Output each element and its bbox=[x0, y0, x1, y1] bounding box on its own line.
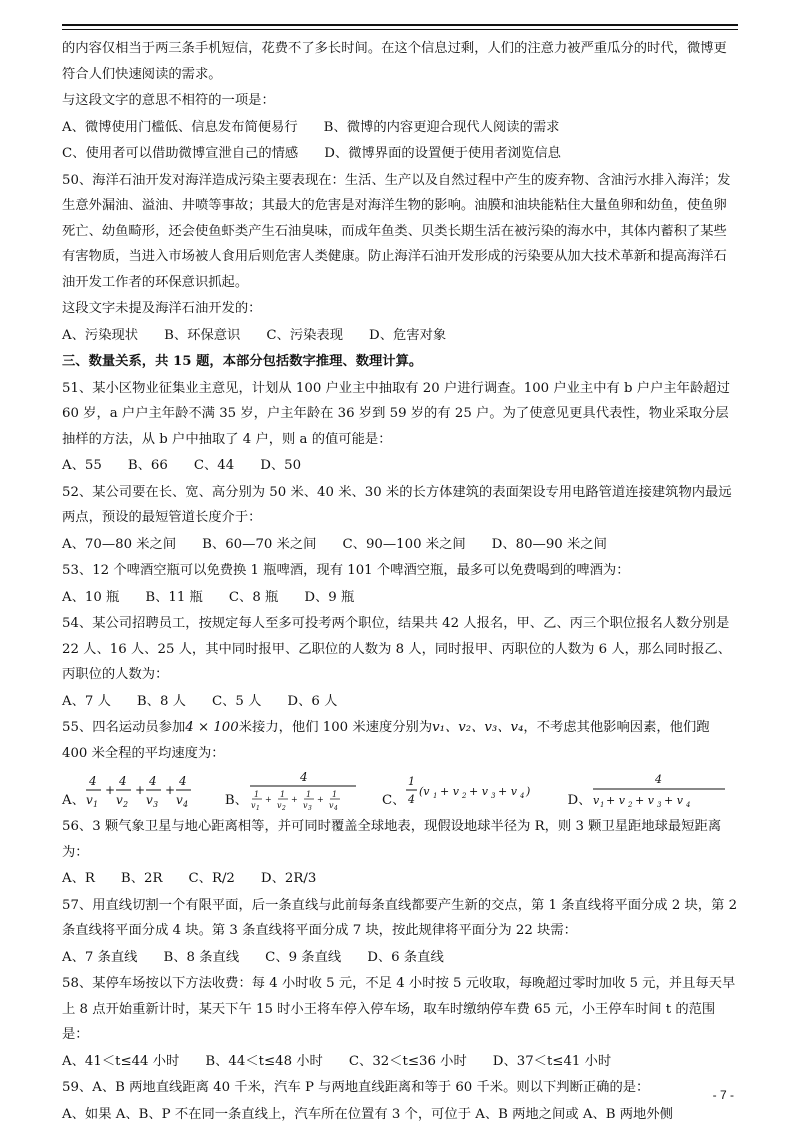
q52-option-d: D、80—90 米之间 bbox=[491, 536, 607, 552]
header-rule-thin bbox=[62, 29, 738, 30]
q54-option-d: D、6 人 bbox=[287, 693, 338, 709]
q51-option-c: C、44 bbox=[193, 458, 235, 473]
svg-text:3: 3 bbox=[491, 792, 496, 800]
q49-option-d: D、微博界面的设置便于使用者浏览信息 bbox=[324, 146, 561, 161]
svg-text:v: v bbox=[302, 801, 308, 810]
q51-option-d: D、50 bbox=[260, 458, 302, 473]
q49-option-a: A、微博使用门槛低、信息发布简便易行 bbox=[62, 119, 298, 135]
q50-option-d: D、危害对象 bbox=[369, 327, 447, 343]
q55-option-a bbox=[62, 769, 203, 813]
page-content bbox=[62, 36, 738, 1128]
q56-option-d: D、2R/3 bbox=[260, 871, 317, 886]
q57-option-d: D、6 条直线 bbox=[367, 949, 444, 965]
q57-option-c: C、9 条直线 bbox=[265, 949, 342, 965]
svg-text:1: 1 bbox=[331, 790, 338, 799]
q58-option-a: A、41＜t≤44 小时 bbox=[62, 1053, 180, 1069]
q52-option-a: A、70—80 米之间 bbox=[62, 536, 177, 552]
q55-math-relay: 4 × 100 bbox=[185, 720, 239, 735]
svg-text:+: + bbox=[290, 795, 298, 804]
q56-text: 56、3 颗气象卫星与地心距离相等，并可同时覆盖全球地表，现假设地球半径为 R，则 3 颗卫星距地球最短距离为： bbox=[62, 819, 722, 860]
svg-text:v: v bbox=[115, 793, 123, 807]
q55-option-c bbox=[382, 769, 545, 813]
q52-options bbox=[62, 532, 738, 558]
svg-text:v: v bbox=[593, 794, 600, 807]
q50-option-c: C、污染表现 bbox=[266, 327, 344, 343]
q49-stem: 与这段文字的意思不相符的一项是： bbox=[62, 93, 275, 108]
q49-option-c: C、使用者可以借助微博宣泄自己的情感 bbox=[62, 146, 299, 161]
svg-text:v: v bbox=[145, 793, 153, 807]
page-number: - 7 - bbox=[712, 1088, 734, 1102]
q56-option-b: B、2R bbox=[120, 871, 163, 886]
q50-stem: 这段文字未提及海洋石油开发的： bbox=[62, 301, 262, 316]
svg-text:v: v bbox=[85, 793, 93, 807]
svg-text:+ v: + v bbox=[498, 785, 518, 798]
svg-text:1: 1 bbox=[408, 775, 416, 788]
svg-text:v: v bbox=[175, 793, 183, 807]
q54-option-a: A、7 人 bbox=[62, 693, 111, 709]
svg-text:4: 4 bbox=[148, 774, 157, 788]
q58-option-c: C、32＜t≤36 小时 bbox=[348, 1053, 467, 1069]
svg-text:3: 3 bbox=[152, 800, 158, 809]
q50-options bbox=[62, 323, 738, 349]
q49-options-cd bbox=[62, 141, 738, 167]
svg-text:1: 1 bbox=[92, 800, 98, 809]
svg-text:4: 4 bbox=[178, 774, 187, 788]
q59-option-a: A、如果 A、B、P 不在同一条直线上，汽车所在位置有 3 个，可位于 A、B 两地之间或 A、B 两地外侧 bbox=[62, 1106, 673, 1122]
q56-option-a: A、R bbox=[62, 871, 95, 886]
svg-text:+: + bbox=[316, 795, 324, 804]
q51-options bbox=[62, 453, 738, 479]
q55-velocity-vars: v₁、v₂、v₃、v₄ bbox=[432, 720, 524, 735]
q50-option-b: B、环保意识 bbox=[164, 327, 241, 343]
svg-text:4: 4 bbox=[408, 793, 416, 806]
q55-text bbox=[62, 715, 738, 766]
svg-text:1: 1 bbox=[255, 805, 260, 812]
q49-option-b: B、微博的内容更迎合现代人阅读的需求 bbox=[323, 119, 560, 135]
q55-formula-b bbox=[248, 769, 360, 813]
q58-option-d: D、37＜t≤41 小时 bbox=[492, 1053, 612, 1069]
q56-option-c: C、R/2 bbox=[188, 871, 235, 886]
q55-part3: ，不考虑其他影响因素，他们跑 400 米全程的平均速度为： bbox=[62, 720, 710, 761]
svg-text:2: 2 bbox=[122, 800, 128, 809]
q53-option-b: B、11 瓶 bbox=[145, 589, 203, 605]
q52-option-b: B、60—70 米之间 bbox=[202, 536, 317, 552]
svg-text:+ v: + v bbox=[635, 794, 655, 807]
q58-options bbox=[62, 1049, 738, 1075]
svg-text:+ v: + v bbox=[606, 794, 626, 807]
svg-text:(v: (v bbox=[419, 785, 430, 798]
q51-option-a: A、55 bbox=[62, 458, 102, 473]
svg-text:v: v bbox=[250, 801, 256, 810]
q57-option-b: B、8 条直线 bbox=[163, 949, 240, 965]
svg-text:1: 1 bbox=[433, 792, 438, 800]
svg-text:v: v bbox=[328, 801, 334, 810]
q52-text: 52、某公司要在长、宽、高分别为 50 米、40 米、30 米的长方体建筑的表面架设专用电路管道连接建筑物内最远两点，预设的最短管道长度介于： bbox=[62, 484, 732, 525]
q55-option-d-label: D、 bbox=[567, 792, 592, 808]
svg-text:4: 4 bbox=[686, 801, 691, 809]
svg-text:4: 4 bbox=[333, 805, 338, 812]
q54-option-b: B、8 人 bbox=[136, 693, 186, 709]
q55-formula-c bbox=[405, 769, 545, 813]
q54-option-c: C、5 人 bbox=[211, 693, 262, 709]
svg-text:4: 4 bbox=[299, 770, 308, 784]
q50-option-a: A、污染现状 bbox=[62, 327, 139, 343]
svg-text:+: + bbox=[264, 795, 272, 804]
q55-part1: 55、四名运动员参加 bbox=[62, 720, 186, 735]
svg-text:): ) bbox=[526, 785, 531, 798]
q57-text: 57、用直线切割一个有限平面，后一条直线与此前每条直线都要产生新的交点，第 1 条直线将平面分成 2 块，第 2 条直线将平面分成 4 块。第 3 条直线将平面分成 7 块，按此规律将平面分为 22 块需： bbox=[62, 897, 738, 938]
q57-options bbox=[62, 945, 738, 971]
q53-options bbox=[62, 585, 738, 611]
svg-text:+ v: + v bbox=[469, 785, 489, 798]
svg-text:4: 4 bbox=[182, 800, 188, 809]
q55-option-d bbox=[567, 769, 729, 813]
svg-text:4: 4 bbox=[520, 792, 525, 800]
svg-text:4: 4 bbox=[88, 774, 97, 788]
svg-text:2: 2 bbox=[462, 792, 467, 800]
q53-option-d: D、9 瓶 bbox=[304, 589, 355, 605]
svg-text:+ v: + v bbox=[440, 785, 460, 798]
q57-option-a: A、7 条直线 bbox=[62, 949, 138, 965]
section-heading: 三、数量关系，共 15 题，本部分包括数字推理、数理计算。 bbox=[62, 354, 423, 369]
svg-text:2: 2 bbox=[281, 805, 286, 812]
q53-option-c: C、8 瓶 bbox=[228, 589, 279, 605]
svg-text:1: 1 bbox=[600, 801, 605, 809]
q53-option-a: A、10 瓶 bbox=[62, 589, 120, 605]
q51-option-b: B、66 bbox=[127, 458, 168, 473]
q58-option-b: B、44＜t≤48 小时 bbox=[205, 1053, 323, 1069]
q58-text: 58、某停车场按以下方法收费：每 4 小时收 5 元，不足 4 小时按 5 元收取，每晚超过零时加收 5 元，并且每天早上 8 点开始重新计时，某天下午 15 时小王将车停入停车场，取车时缴纳停车费 65 元，小王停车时间 t 的范围是： bbox=[62, 976, 736, 1042]
q55-option-b bbox=[225, 769, 360, 813]
q55-options bbox=[62, 768, 738, 814]
svg-text:+: + bbox=[164, 783, 175, 797]
q49-options-ab bbox=[62, 115, 738, 141]
svg-text:+ v: + v bbox=[664, 794, 684, 807]
svg-text:4: 4 bbox=[118, 774, 127, 788]
svg-text:+: + bbox=[104, 783, 115, 797]
svg-text:2: 2 bbox=[628, 801, 633, 809]
q54-text: 54、某公司招聘员工，按规定每人至多可投考两个职位，结果共 42 人报名，甲、乙、丙三个职位报名人数分别是 22 人、16 人、25 人，其中同时报甲、乙职位的人数为 8 人，同时报甲、丙职位的人数为 6 人，那么同时报乙、丙职位的人数为： bbox=[62, 616, 732, 682]
q56-options bbox=[62, 866, 738, 892]
svg-text:1: 1 bbox=[279, 790, 286, 799]
q55-formula-a bbox=[85, 769, 203, 813]
svg-text:+: + bbox=[134, 783, 145, 797]
header-rule-thick bbox=[62, 24, 738, 26]
svg-text:3: 3 bbox=[307, 805, 312, 812]
q55-option-c-label: C、 bbox=[381, 792, 406, 808]
svg-text:1: 1 bbox=[305, 790, 312, 799]
q53-text: 53、12 个啤酒空瓶可以免费换 1 瓶啤酒，现有 101 个啤酒空瓶，最多可以免费喝到的啤酒为： bbox=[62, 563, 630, 578]
q51-text: 51、某小区物业征集业主意见，计划从 100 户业主中抽取有 20 户进行调查。100 户业主中有 b 户户主年龄超过 60 岁，a 户户主年龄不满 35 岁，户主年龄在 36 岁到 59 岁的有 25 户。为了使意见更具代表性，物业采取分层抽样的方法，从 b 户中抽取了 4 户，则 a 的值可能是： bbox=[62, 380, 730, 447]
svg-text:3: 3 bbox=[657, 801, 662, 809]
q52-option-c: C、90—100 米之间 bbox=[342, 536, 466, 552]
paragraph-continuation: 的内容仅相当于两三条手机短信，花费不了多长时间。在这个信息过剩，人们的注意力被严重瓜分的时代，微博更符合人们快速阅读的需求。 bbox=[62, 41, 727, 82]
q55-part2: 米接力，他们 100 米速度分别为 bbox=[238, 720, 433, 735]
q55-formula-d bbox=[591, 769, 729, 813]
q59-text: 59、A、B 两地直线距离 40 千米，汽车 P 与两地直线距离和等于 60 千米。则以下判断正确的是： bbox=[62, 1080, 650, 1095]
q54-options bbox=[62, 689, 738, 715]
q50-text: 50、海洋石油开发对海洋造成污染主要表现在：生活、生产以及自然过程中产生的废弃物、含油污水排入海洋；发生意外漏油、溢油、井喷等事故；其最大的危害是对海洋生物的影响。油膜和油块能粘住大量鱼卵和幼鱼，使鱼卵死亡、幼鱼畸形，还会使鱼虾类产生石油臭味，而成年鱼类、贝类长期生活在被污染的海水中，其体内蓄积了某些有害物质，当进入市场被人食用后则危害人类健康。防止海洋石油开发形成的污染要从加大技术革新和提高海洋石油开发工作者的环保意识抓起。 bbox=[62, 172, 731, 290]
svg-text:1: 1 bbox=[253, 790, 260, 799]
svg-text:v: v bbox=[276, 801, 282, 810]
svg-text:4: 4 bbox=[655, 773, 663, 786]
q55-option-b-label: B、 bbox=[224, 792, 248, 808]
q55-option-a-label: A、 bbox=[62, 792, 85, 808]
